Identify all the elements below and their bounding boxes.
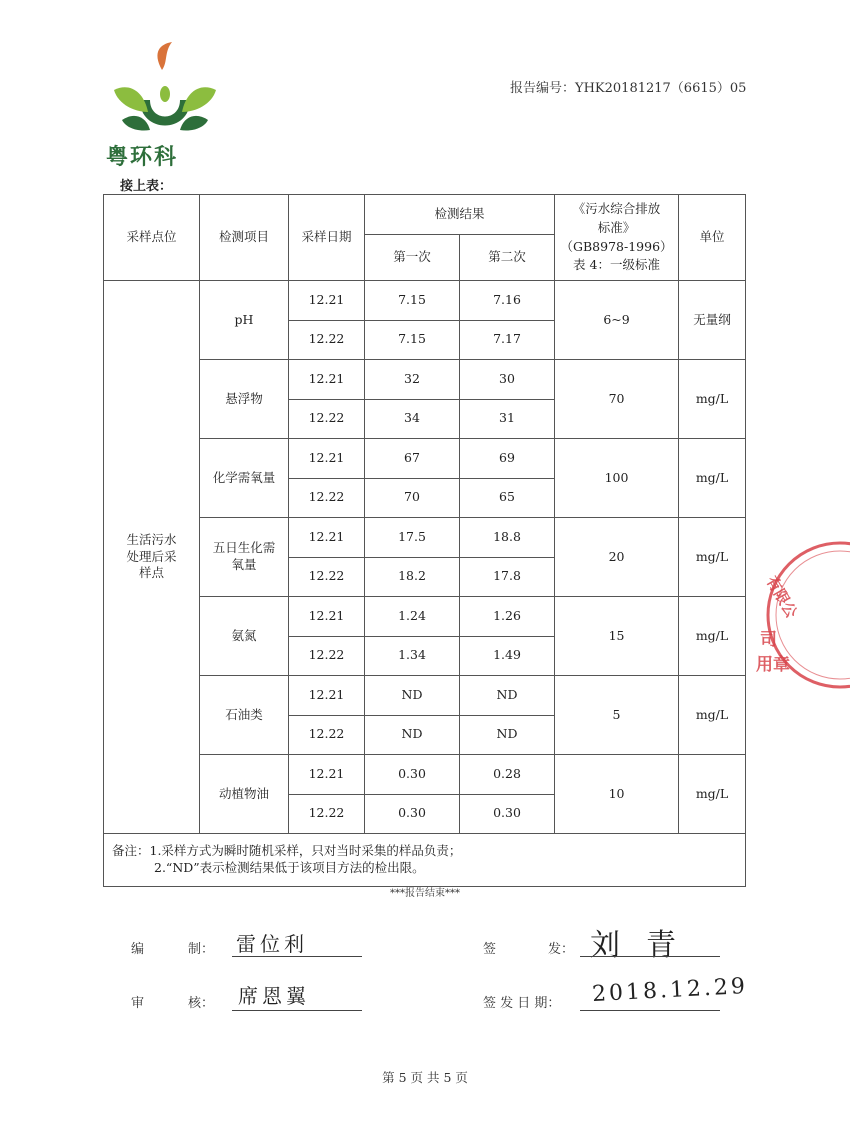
first-result: 18.2 [365,557,460,597]
first-result: 1.34 [365,636,460,676]
header-date: 采样日期 [289,195,365,281]
table-row [104,755,746,795]
unit: mg/L [679,439,746,518]
logo-text: 粤环科 [106,145,179,170]
table-row [104,439,746,479]
table-row [104,597,746,637]
first-result: 0.30 [365,755,460,795]
issued-label-2: 发： [548,942,575,957]
second-result: 0.28 [460,755,555,795]
issue-date-handwritten: 2018.12.29 [591,973,749,1008]
header-standard: 《污水综合排放 标准》 （GB8978-1996） 表 4：一级标准 [555,195,679,281]
standard-limit: 6~9 [555,281,679,360]
unit: mg/L [679,360,746,439]
second-result: 7.17 [460,320,555,360]
second-result: ND [460,676,555,716]
second-result: 17.8 [460,557,555,597]
standard-limit: 15 [555,597,679,676]
item-name: 五日生化需 氧量 [200,518,289,597]
second-result: 0.30 [460,794,555,834]
sampling-location: 生活污水 处理后采 样点 [104,281,200,834]
sample-date: 12.22 [289,715,365,755]
compiled-signature: 雷位利 [236,932,308,956]
report-number: 报告编号：YHK20181217（6615）05 [510,81,747,96]
second-result: 1.49 [460,636,555,676]
company-seal-stamp [740,540,850,690]
item-name: 氨氮 [200,597,289,676]
first-result: 1.24 [365,597,460,637]
table-row [104,360,746,400]
header-result: 检测结果 [365,195,555,235]
header-item: 检测项目 [200,195,289,281]
svg-text:用章: 用章 [756,655,790,675]
table-row [104,518,746,558]
reviewed-underline [232,1010,362,1011]
sample-date: 12.22 [289,320,365,360]
second-result: 1.26 [460,597,555,637]
standard-limit: 70 [555,360,679,439]
compiled-label-2: 制： [188,942,215,957]
first-result: 67 [365,439,460,479]
page-footer: 第 5 页 共 5 页 [382,1070,468,1085]
first-result: 7.15 [365,320,460,360]
second-result: 30 [460,360,555,400]
sample-date: 12.22 [289,478,365,518]
table-row [104,281,746,321]
sample-date: 12.22 [289,794,365,834]
reviewed-label-1: 审 [131,996,145,1011]
compiled-underline [232,956,362,957]
results-table [103,194,746,887]
second-result: ND [460,715,555,755]
issued-signature: 刘青 [590,928,702,963]
report-end-text: ***报告结束*** [390,888,460,899]
note-line-1: 备注：1.采样方式为瞬时随机采样，只对当时采集的样品负责； [112,843,462,859]
sample-date: 12.21 [289,281,365,321]
svg-text:司: 司 [760,630,777,650]
first-result: 34 [365,399,460,439]
standard-limit: 100 [555,439,679,518]
standard-limit: 20 [555,518,679,597]
first-result: 7.15 [365,281,460,321]
item-name: 悬浮物 [200,360,289,439]
sample-date: 12.21 [289,597,365,637]
sample-date: 12.22 [289,636,365,676]
issue-date-underline [580,1010,720,1011]
svg-text:有限公: 有限公 [762,573,801,621]
header-second: 第二次 [460,235,555,281]
issued-underline [580,956,720,957]
standard-limit: 10 [555,755,679,834]
header-location: 采样点位 [104,195,200,281]
sample-date: 12.21 [289,360,365,400]
unit: mg/L [679,518,746,597]
reviewed-label-2: 核： [188,996,215,1011]
first-result: 0.30 [365,794,460,834]
sample-date: 12.22 [289,557,365,597]
standard-limit: 5 [555,676,679,755]
item-name: 动植物油 [200,755,289,834]
unit: 无量纲 [679,281,746,360]
second-result: 18.8 [460,518,555,558]
second-result: 69 [460,439,555,479]
reviewed-signature: 席恩翼 [238,984,310,1008]
item-name: 石油类 [200,676,289,755]
compiled-label-1: 编 [131,942,145,957]
header-unit: 单位 [679,195,746,281]
second-result: 7.16 [460,281,555,321]
first-result: 17.5 [365,518,460,558]
note-line-2: 2.“ND”表示检测结果低于该项目方法的检出限。 [154,860,425,875]
sample-date: 12.21 [289,518,365,558]
continuation-label: 接上表： [120,179,173,194]
second-result: 31 [460,399,555,439]
sample-date: 12.21 [289,755,365,795]
unit: mg/L [679,597,746,676]
sample-date: 12.22 [289,399,365,439]
item-name: 化学需氧量 [200,439,289,518]
table-row [104,676,746,716]
item-name: pH [200,281,289,360]
first-result: ND [365,715,460,755]
first-result: 32 [365,360,460,400]
first-result: ND [365,676,460,716]
sample-date: 12.21 [289,676,365,716]
sample-date: 12.21 [289,439,365,479]
unit: mg/L [679,676,746,755]
second-result: 65 [460,478,555,518]
notes [104,834,746,887]
header-first: 第一次 [365,235,460,281]
issued-label-1: 签 [483,942,497,957]
first-result: 70 [365,478,460,518]
unit: mg/L [679,755,746,834]
issue-date-label: 签 发 日 期： [483,996,561,1011]
